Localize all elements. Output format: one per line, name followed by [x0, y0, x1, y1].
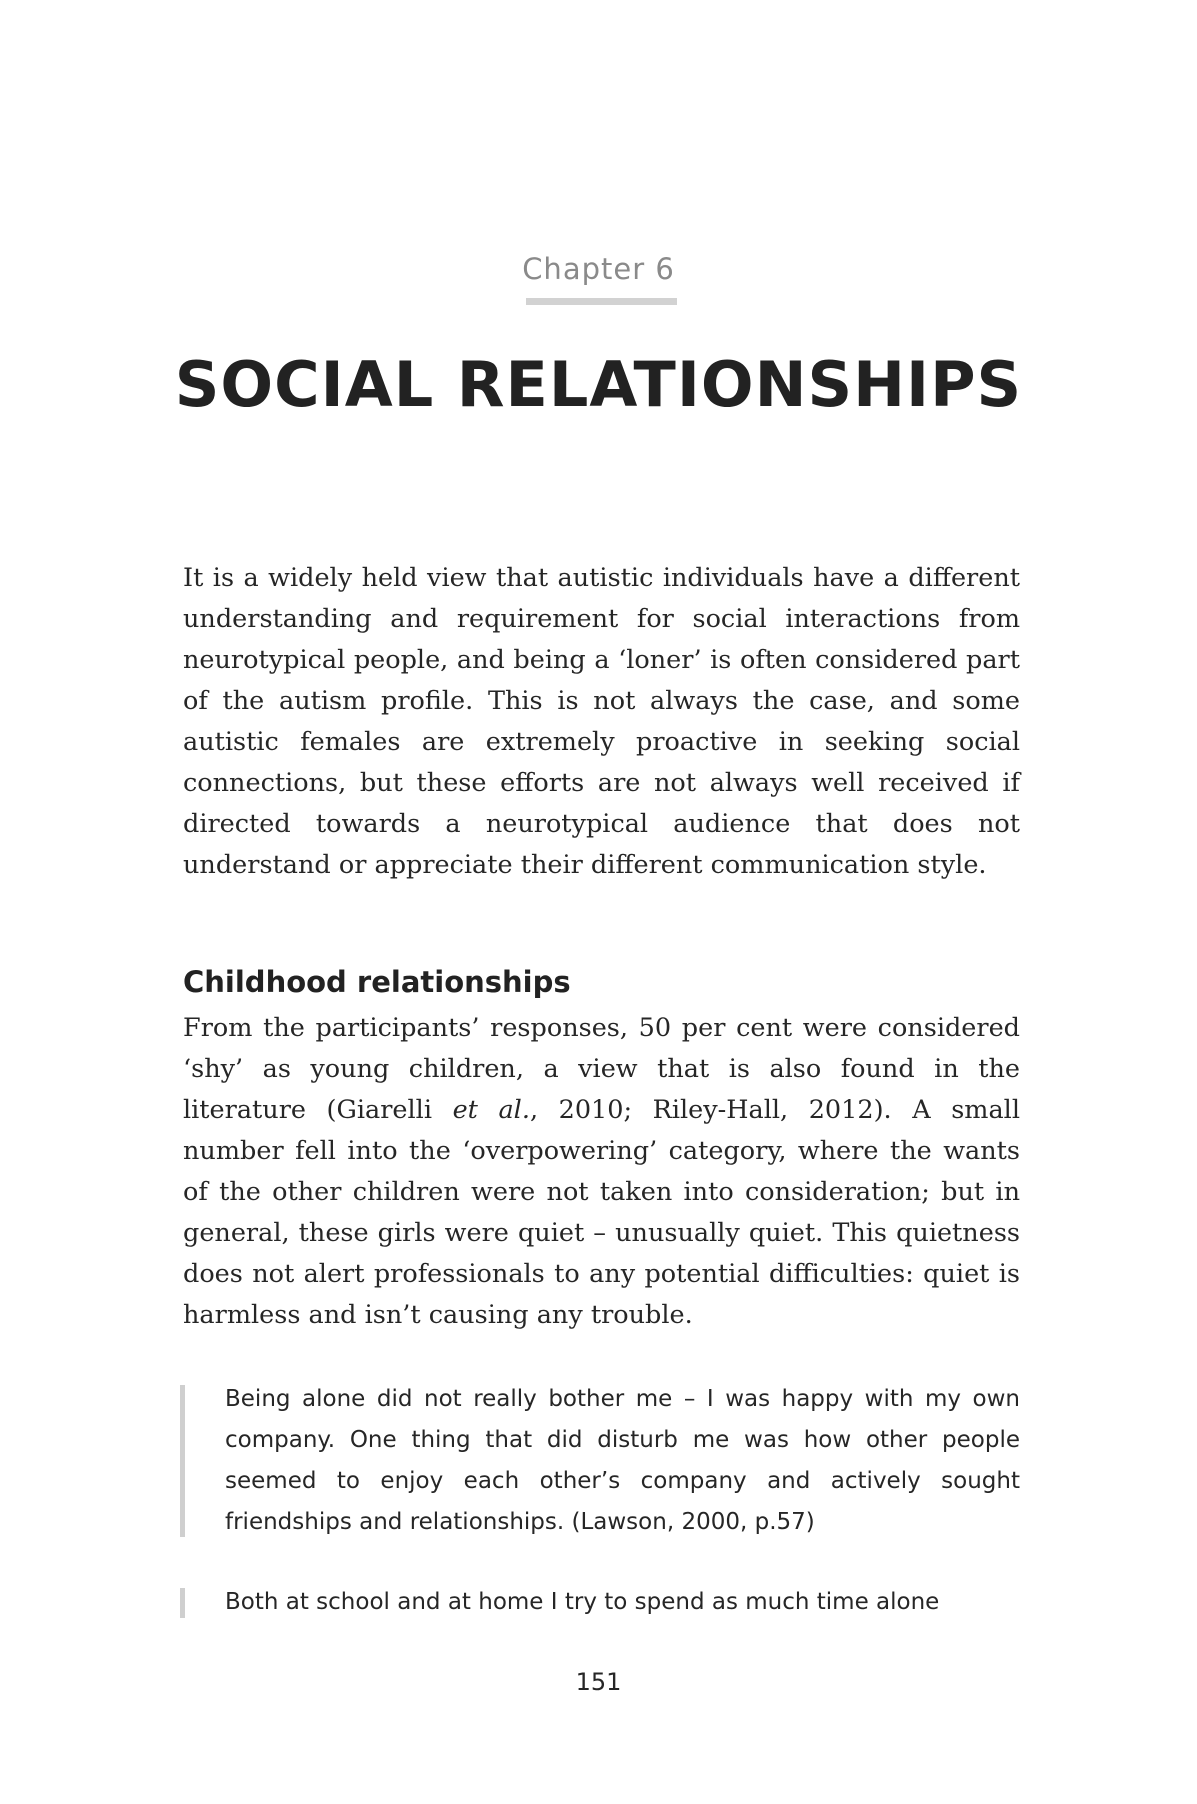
intro-paragraph: It is a widely held view that autistic individuals have a different understanding and requirement for social interactions from neurotypical people, and being a ‘loner’ is often considered part of the autism profile. This is not always the case, and some autistic females are extremely proactive in seeking social connections, but these efforts are not always well received if directed towards a neurotypical audience that does not understand or appreciate their different communication style. [183, 563, 1020, 880]
page-number: 151 [575, 1668, 622, 1696]
chapter-underline [526, 298, 677, 305]
chapter-label: Chapter 6 [522, 252, 675, 286]
section-paragraph-part-1: From the participants’ responses, 50 per cent were considered ‘shy’ as young children, a view that is also found in the literature (Giarelli [183, 1013, 1020, 1125]
quote-bar [180, 1385, 185, 1537]
section-paragraph [183, 1008, 1020, 1336]
quote-bar [180, 1588, 185, 1618]
chapter-title: SOCIAL RELATIONSHIPS [174, 348, 1023, 421]
section-heading: Childhood relationships [183, 965, 571, 999]
section-paragraph-italic: et al. [452, 1095, 530, 1125]
section-paragraph-part-2: , 2010; Riley-Hall, 2012). A small number fell into the ‘overpowering’ category, where the wants of the other children were not taken into consideration; but in general, these girls were quiet – unusually quiet. This quietness does not alert professionals to any potential difficulties: quiet is harmless and isn’t causing any trouble. [183, 1095, 1020, 1330]
block-quote: Being alone did not really bother me – I was happy with my own company. One thing that did disturb me was how other people seemed to enjoy each other’s company and actively sought friendships and relationships. (Lawson, 2000, p.57) [225, 1386, 1020, 1535]
block-quote: Both at school and at home I try to spend as much time alone [225, 1589, 940, 1615]
